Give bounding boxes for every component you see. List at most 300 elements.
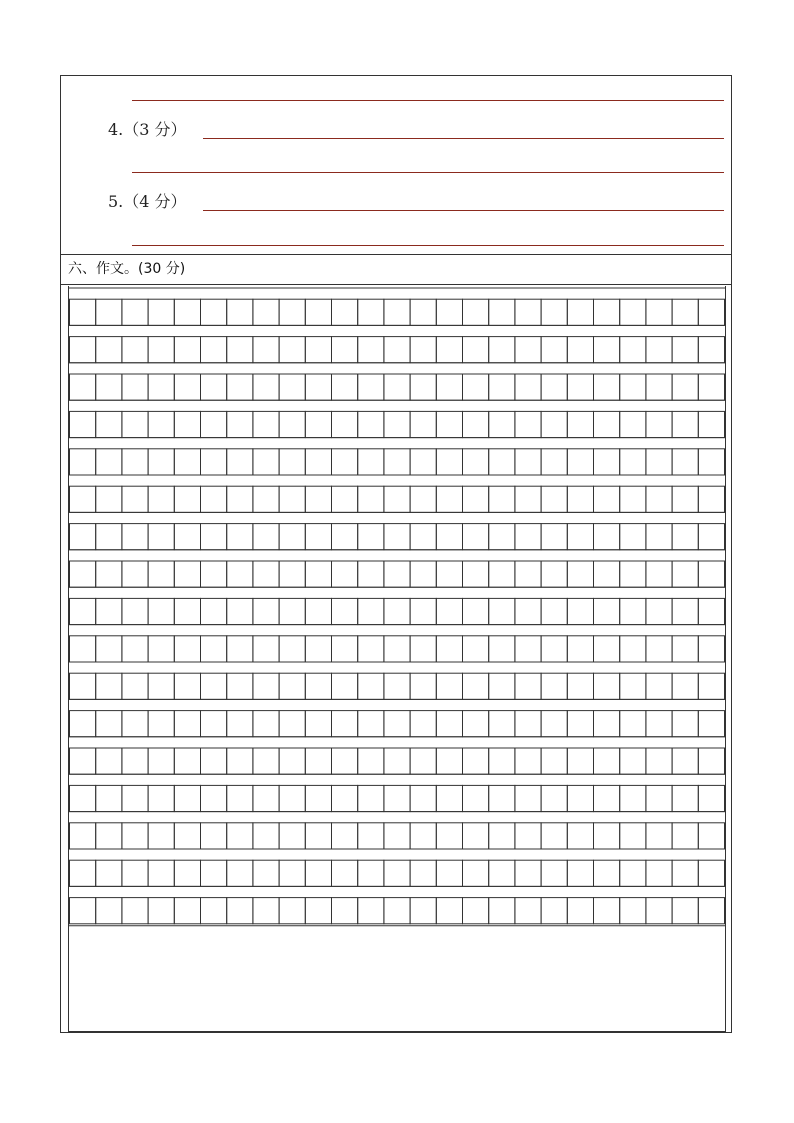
grid-cell[interactable] [201, 374, 227, 400]
grid-cell[interactable] [201, 299, 227, 325]
grid-row[interactable] [69, 737, 725, 774]
grid-cell[interactable] [646, 411, 672, 437]
grid-cell[interactable] [332, 673, 358, 699]
grid-cell[interactable] [227, 636, 253, 662]
grid-cell[interactable] [594, 598, 620, 624]
grid-cell[interactable] [70, 299, 96, 325]
grid-cell[interactable] [358, 823, 384, 849]
grid-cell[interactable] [594, 823, 620, 849]
grid-cell[interactable] [646, 598, 672, 624]
grid-cell[interactable] [463, 374, 489, 400]
grid-cell[interactable] [148, 411, 174, 437]
grid-cell[interactable] [148, 898, 174, 924]
grid-cell[interactable] [305, 636, 331, 662]
grid-cell[interactable] [96, 598, 122, 624]
grid-cell[interactable] [122, 598, 148, 624]
grid-cell[interactable] [174, 860, 200, 886]
grid-cell[interactable] [122, 860, 148, 886]
grid-cell[interactable] [122, 898, 148, 924]
grid-cell[interactable] [201, 449, 227, 475]
grid-cell[interactable] [279, 823, 305, 849]
grid-cell[interactable] [279, 711, 305, 737]
grid-cell[interactable] [646, 860, 672, 886]
grid-cell[interactable] [541, 374, 567, 400]
grid-cell[interactable] [358, 898, 384, 924]
grid-cell[interactable] [148, 673, 174, 699]
grid-cell[interactable] [305, 449, 331, 475]
grid-cell[interactable] [436, 299, 462, 325]
grid-cell[interactable] [279, 524, 305, 550]
grid-cell[interactable] [122, 823, 148, 849]
grid-cell[interactable] [515, 860, 541, 886]
grid-cell[interactable] [253, 823, 279, 849]
grid-row[interactable] [69, 363, 725, 400]
grid-cell[interactable] [305, 673, 331, 699]
grid-cell[interactable] [279, 411, 305, 437]
grid-cell[interactable] [332, 748, 358, 774]
grid-cell[interactable] [594, 636, 620, 662]
grid-cell[interactable] [174, 673, 200, 699]
grid-cell[interactable] [279, 860, 305, 886]
grid-row[interactable] [69, 886, 725, 923]
grid-cell[interactable] [646, 823, 672, 849]
grid-cell[interactable] [410, 823, 436, 849]
grid-cell[interactable] [201, 636, 227, 662]
grid-cell[interactable] [541, 860, 567, 886]
grid-cell[interactable] [463, 337, 489, 363]
grid-cell[interactable] [646, 449, 672, 475]
grid-cell[interactable] [279, 636, 305, 662]
grid-cell[interactable] [698, 673, 724, 699]
grid-cell[interactable] [594, 785, 620, 811]
grid-cell[interactable] [620, 411, 646, 437]
grid-cell[interactable] [201, 561, 227, 587]
grid-cell[interactable] [253, 598, 279, 624]
grid-cell[interactable] [358, 673, 384, 699]
grid-cell[interactable] [174, 486, 200, 512]
grid-cell[interactable] [384, 673, 410, 699]
grid-cell[interactable] [70, 748, 96, 774]
grid-cell[interactable] [410, 524, 436, 550]
grid-cell[interactable] [594, 898, 620, 924]
grid-cell[interactable] [646, 299, 672, 325]
grid-cell[interactable] [305, 860, 331, 886]
grid-cell[interactable] [646, 898, 672, 924]
grid-cell[interactable] [594, 561, 620, 587]
grid-cell[interactable] [463, 748, 489, 774]
grid-cell[interactable] [332, 524, 358, 550]
grid-cell[interactable] [436, 598, 462, 624]
grid-cell[interactable] [148, 598, 174, 624]
grid-cell[interactable] [96, 823, 122, 849]
grid-row[interactable] [69, 849, 725, 886]
grid-cell[interactable] [384, 411, 410, 437]
grid-cell[interactable] [332, 823, 358, 849]
grid-cell[interactable] [515, 337, 541, 363]
grid-cell[interactable] [96, 898, 122, 924]
grid-cell[interactable] [436, 898, 462, 924]
grid-cell[interactable] [70, 785, 96, 811]
grid-cell[interactable] [620, 374, 646, 400]
grid-cell[interactable] [410, 411, 436, 437]
grid-cell[interactable] [436, 673, 462, 699]
grid-cell[interactable] [646, 636, 672, 662]
grid-cell[interactable] [279, 299, 305, 325]
grid-cell[interactable] [358, 785, 384, 811]
grid-cell[interactable] [436, 636, 462, 662]
grid-cell[interactable] [672, 711, 698, 737]
grid-cell[interactable] [227, 411, 253, 437]
grid-cell[interactable] [463, 711, 489, 737]
grid-cell[interactable] [122, 337, 148, 363]
grid-cell[interactable] [358, 486, 384, 512]
grid-cell[interactable] [620, 337, 646, 363]
grid-cell[interactable] [541, 299, 567, 325]
answer-line-5-a[interactable] [203, 210, 724, 211]
grid-cell[interactable] [620, 486, 646, 512]
grid-cell[interactable] [332, 374, 358, 400]
grid-cell[interactable] [201, 823, 227, 849]
grid-cell[interactable] [279, 486, 305, 512]
grid-cell[interactable] [541, 411, 567, 437]
grid-cell[interactable] [698, 785, 724, 811]
grid-cell[interactable] [515, 524, 541, 550]
grid-cell[interactable] [305, 411, 331, 437]
grid-cell[interactable] [436, 748, 462, 774]
grid-cell[interactable] [620, 299, 646, 325]
grid-cell[interactable] [436, 524, 462, 550]
grid-cell[interactable] [463, 598, 489, 624]
grid-cell[interactable] [620, 860, 646, 886]
grid-cell[interactable] [174, 785, 200, 811]
grid-cell[interactable] [332, 785, 358, 811]
grid-cell[interactable] [672, 524, 698, 550]
grid-cell[interactable] [620, 785, 646, 811]
grid-cell[interactable] [227, 524, 253, 550]
grid-cell[interactable] [620, 561, 646, 587]
grid-cell[interactable] [698, 411, 724, 437]
grid-cell[interactable] [174, 561, 200, 587]
grid-cell[interactable] [148, 748, 174, 774]
grid-cell[interactable] [174, 711, 200, 737]
grid-cell[interactable] [122, 748, 148, 774]
grid-row[interactable] [69, 699, 725, 736]
grid-cell[interactable] [698, 449, 724, 475]
grid-cell[interactable] [410, 561, 436, 587]
grid-cell[interactable] [567, 374, 593, 400]
grid-cell[interactable] [122, 524, 148, 550]
grid-cell[interactable] [305, 337, 331, 363]
grid-cell[interactable] [70, 411, 96, 437]
grid-cell[interactable] [253, 561, 279, 587]
grid-cell[interactable] [96, 486, 122, 512]
grid-cell[interactable] [410, 860, 436, 886]
grid-row[interactable] [69, 288, 725, 325]
grid-cell[interactable] [646, 711, 672, 737]
grid-cell[interactable] [70, 524, 96, 550]
grid-cell[interactable] [305, 486, 331, 512]
grid-cell[interactable] [358, 337, 384, 363]
grid-cell[interactable] [646, 673, 672, 699]
grid-cell[interactable] [698, 711, 724, 737]
grid-cell[interactable] [305, 374, 331, 400]
grid-cell[interactable] [305, 748, 331, 774]
grid-cell[interactable] [672, 860, 698, 886]
grid-cell[interactable] [489, 374, 515, 400]
grid-cell[interactable] [96, 299, 122, 325]
grid-cell[interactable] [384, 711, 410, 737]
grid-cell[interactable] [253, 785, 279, 811]
grid-cell[interactable] [279, 374, 305, 400]
grid-cell[interactable] [70, 636, 96, 662]
grid-row[interactable] [69, 587, 725, 624]
grid-cell[interactable] [148, 636, 174, 662]
grid-cell[interactable] [698, 598, 724, 624]
grid-cell[interactable] [698, 823, 724, 849]
grid-cell[interactable] [436, 337, 462, 363]
grid-cell[interactable] [253, 486, 279, 512]
grid-cell[interactable] [227, 898, 253, 924]
grid-cell[interactable] [567, 898, 593, 924]
grid-cell[interactable] [567, 860, 593, 886]
grid-cell[interactable] [96, 785, 122, 811]
grid-cell[interactable] [201, 748, 227, 774]
grid-cell[interactable] [541, 711, 567, 737]
grid-cell[interactable] [384, 898, 410, 924]
grid-cell[interactable] [463, 486, 489, 512]
grid-cell[interactable] [358, 449, 384, 475]
grid-cell[interactable] [463, 785, 489, 811]
grid-cell[interactable] [148, 486, 174, 512]
grid-cell[interactable] [436, 374, 462, 400]
grid-cell[interactable] [70, 561, 96, 587]
grid-cell[interactable] [620, 898, 646, 924]
grid-cell[interactable] [410, 299, 436, 325]
grid-cell[interactable] [384, 486, 410, 512]
grid-cell[interactable] [122, 411, 148, 437]
grid-cell[interactable] [620, 636, 646, 662]
grid-cell[interactable] [620, 823, 646, 849]
answer-line-5-b[interactable] [132, 245, 724, 246]
grid-cell[interactable] [489, 486, 515, 512]
grid-cell[interactable] [384, 748, 410, 774]
grid-cell[interactable] [515, 823, 541, 849]
grid-cell[interactable] [594, 748, 620, 774]
grid-cell[interactable] [148, 860, 174, 886]
grid-cell[interactable] [436, 860, 462, 886]
grid-cell[interactable] [332, 337, 358, 363]
grid-cell[interactable] [174, 748, 200, 774]
grid-cell[interactable] [332, 598, 358, 624]
grid-cell[interactable] [148, 374, 174, 400]
grid-cell[interactable] [515, 561, 541, 587]
grid-cell[interactable] [305, 598, 331, 624]
grid-cell[interactable] [672, 561, 698, 587]
grid-cell[interactable] [463, 860, 489, 886]
grid-cell[interactable] [305, 785, 331, 811]
grid-row[interactable] [69, 662, 725, 699]
grid-cell[interactable] [594, 449, 620, 475]
grid-cell[interactable] [201, 486, 227, 512]
grid-cell[interactable] [672, 299, 698, 325]
grid-cell[interactable] [515, 898, 541, 924]
grid-cell[interactable] [672, 449, 698, 475]
grid-cell[interactable] [567, 711, 593, 737]
grid-cell[interactable] [567, 673, 593, 699]
grid-cell[interactable] [96, 337, 122, 363]
grid-cell[interactable] [698, 486, 724, 512]
grid-cell[interactable] [279, 748, 305, 774]
grid-cell[interactable] [122, 299, 148, 325]
grid-cell[interactable] [594, 299, 620, 325]
grid-cell[interactable] [672, 636, 698, 662]
grid-cell[interactable] [489, 411, 515, 437]
grid-cell[interactable] [358, 374, 384, 400]
grid-cell[interactable] [70, 486, 96, 512]
grid-cell[interactable] [515, 636, 541, 662]
grid-cell[interactable] [567, 598, 593, 624]
grid-cell[interactable] [358, 299, 384, 325]
grid-cell[interactable] [672, 823, 698, 849]
grid-cell[interactable] [594, 486, 620, 512]
grid-cell[interactable] [646, 374, 672, 400]
grid-cell[interactable] [541, 561, 567, 587]
grid-cell[interactable] [436, 449, 462, 475]
grid-cell[interactable] [567, 823, 593, 849]
grid-cell[interactable] [672, 785, 698, 811]
grid-cell[interactable] [358, 711, 384, 737]
grid-cell[interactable] [358, 860, 384, 886]
grid-cell[interactable] [174, 898, 200, 924]
grid-cell[interactable] [96, 374, 122, 400]
grid-cell[interactable] [227, 748, 253, 774]
grid-cell[interactable] [96, 860, 122, 886]
grid-cell[interactable] [148, 711, 174, 737]
grid-cell[interactable] [174, 449, 200, 475]
grid-cell[interactable] [332, 898, 358, 924]
grid-cell[interactable] [96, 524, 122, 550]
grid-cell[interactable] [410, 785, 436, 811]
grid-cell[interactable] [620, 748, 646, 774]
grid-cell[interactable] [148, 299, 174, 325]
grid-cell[interactable] [253, 299, 279, 325]
grid-cell[interactable] [227, 673, 253, 699]
grid-cell[interactable] [436, 785, 462, 811]
grid-cell[interactable] [515, 711, 541, 737]
grid-cell[interactable] [201, 898, 227, 924]
grid-row[interactable] [69, 475, 725, 512]
grid-cell[interactable] [201, 711, 227, 737]
answer-line-3-continued[interactable] [132, 100, 724, 101]
grid-cell[interactable] [646, 561, 672, 587]
grid-cell[interactable] [410, 711, 436, 737]
grid-cell[interactable] [672, 748, 698, 774]
grid-cell[interactable] [384, 785, 410, 811]
grid-cell[interactable] [489, 636, 515, 662]
grid-cell[interactable] [122, 561, 148, 587]
grid-cell[interactable] [698, 524, 724, 550]
grid-cell[interactable] [201, 337, 227, 363]
grid-cell[interactable] [70, 337, 96, 363]
grid-cell[interactable] [122, 486, 148, 512]
grid-cell[interactable] [567, 449, 593, 475]
grid-cell[interactable] [384, 337, 410, 363]
grid-cell[interactable] [620, 673, 646, 699]
grid-cell[interactable] [253, 374, 279, 400]
grid-cell[interactable] [463, 636, 489, 662]
grid-cell[interactable] [698, 299, 724, 325]
composition-grid[interactable] [69, 286, 725, 1031]
grid-cell[interactable] [410, 898, 436, 924]
grid-cell[interactable] [70, 823, 96, 849]
grid-cell[interactable] [646, 785, 672, 811]
grid-cell[interactable] [646, 524, 672, 550]
grid-row[interactable] [69, 550, 725, 587]
grid-cell[interactable] [122, 636, 148, 662]
grid-cell[interactable] [174, 411, 200, 437]
grid-cell[interactable] [358, 524, 384, 550]
grid-cell[interactable] [594, 411, 620, 437]
grid-cell[interactable] [620, 711, 646, 737]
grid-cell[interactable] [410, 598, 436, 624]
grid-cell[interactable] [463, 898, 489, 924]
grid-cell[interactable] [96, 748, 122, 774]
grid-cell[interactable] [148, 524, 174, 550]
grid-cell[interactable] [96, 449, 122, 475]
grid-cell[interactable] [148, 785, 174, 811]
grid-cell[interactable] [332, 486, 358, 512]
grid-cell[interactable] [672, 598, 698, 624]
grid-cell[interactable] [253, 411, 279, 437]
grid-cell[interactable] [541, 524, 567, 550]
grid-cell[interactable] [410, 374, 436, 400]
grid-cell[interactable] [515, 748, 541, 774]
grid-cell[interactable] [305, 711, 331, 737]
grid-cell[interactable] [201, 598, 227, 624]
grid-cell[interactable] [384, 299, 410, 325]
grid-cell[interactable] [515, 785, 541, 811]
grid-cell[interactable] [698, 374, 724, 400]
grid-cell[interactable] [174, 823, 200, 849]
grid-cell[interactable] [305, 561, 331, 587]
grid-cell[interactable] [620, 524, 646, 550]
grid-cell[interactable] [70, 673, 96, 699]
grid-cell[interactable] [463, 561, 489, 587]
grid-cell[interactable] [567, 299, 593, 325]
grid-cell[interactable] [515, 673, 541, 699]
grid-cell[interactable] [436, 823, 462, 849]
grid-cell[interactable] [174, 299, 200, 325]
grid-cell[interactable] [489, 598, 515, 624]
grid-cell[interactable] [253, 524, 279, 550]
grid-cell[interactable] [567, 636, 593, 662]
grid-cell[interactable] [410, 486, 436, 512]
grid-cell[interactable] [358, 636, 384, 662]
grid-cell[interactable] [148, 337, 174, 363]
grid-cell[interactable] [541, 785, 567, 811]
grid-cell[interactable] [148, 561, 174, 587]
grid-cell[interactable] [332, 411, 358, 437]
grid-cell[interactable] [96, 561, 122, 587]
answer-line-4-a[interactable] [203, 138, 724, 139]
grid-cell[interactable] [541, 673, 567, 699]
grid-cell[interactable] [384, 561, 410, 587]
grid-cell[interactable] [227, 374, 253, 400]
grid-cell[interactable] [436, 411, 462, 437]
grid-cell[interactable] [489, 748, 515, 774]
grid-cell[interactable] [620, 449, 646, 475]
grid-cell[interactable] [227, 561, 253, 587]
